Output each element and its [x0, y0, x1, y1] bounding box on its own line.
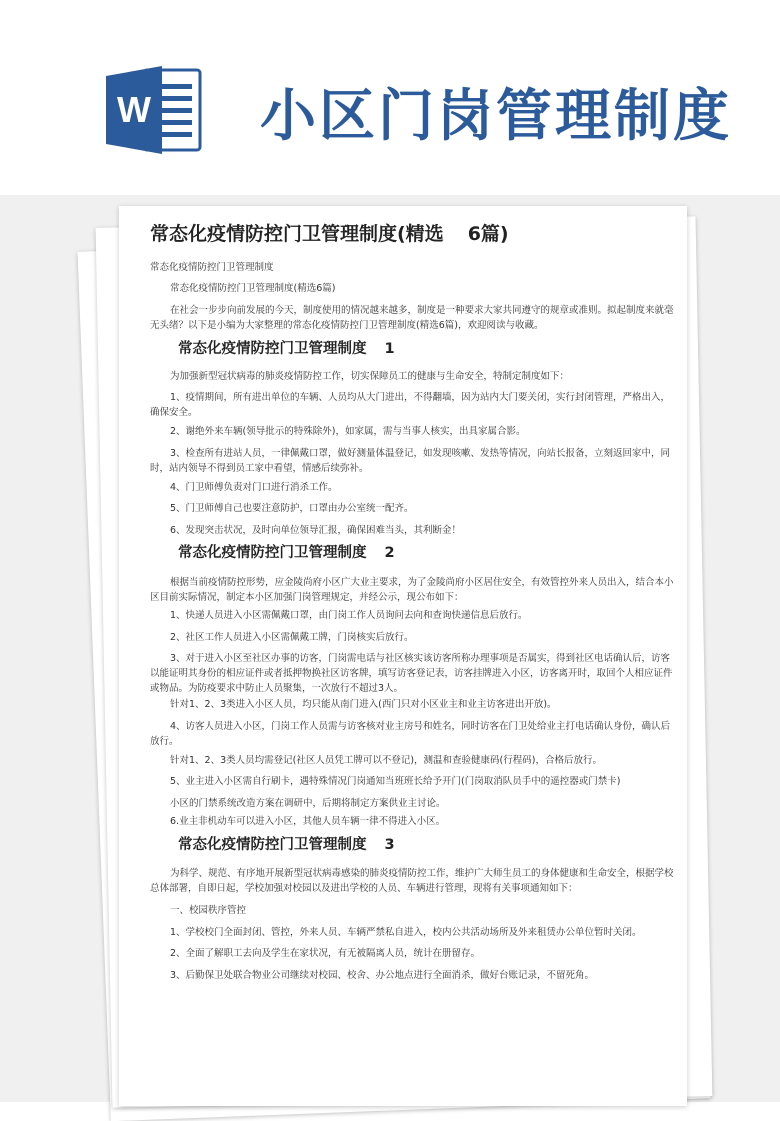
s2-item-6: 6.业主非机动车可以进入小区，其他人员车辆一律不得进入小区。 — [170, 816, 446, 827]
s3-item-1: 1、学校校门全面封闭、管控，外来人员、车辆严禁私自进入，校内公共活动场所及外来租赁办公单位暂时关闭。 — [170, 927, 642, 938]
s2-note: 针对1、2、3类人员均需登记(社区人员凭工牌可以不登记)，测温和查验健康码(行程码)，合格后放行。 — [170, 755, 602, 766]
intro-line-2: 常态化疫情防控门卫管理制度(精选6篇) — [170, 283, 336, 294]
s2-item-3-cont: 以能证明其身份的相应证件或者抵押物换社区访客牌，填写访客登记表，访客挂牌进入小区，访客离开时，取回个人相应证件 — [150, 668, 673, 679]
intro-paragraph-cont: 无头绪？以下是小编为大家整理的常态化疫情防控门卫管理制度(精选6篇)，欢迎阅读与收藏。 — [150, 320, 544, 331]
section-heading-1 — [178, 337, 395, 358]
banner-title: 小区门岗管理制度 — [260, 84, 732, 149]
section-heading-text: 常态化疫情防控门卫管理制度 — [178, 341, 367, 357]
s2-item-2: 2、社区工作人员进入小区需佩戴工牌，门岗核实后放行。 — [170, 632, 414, 643]
document-title-count: 6篇) — [467, 223, 509, 245]
section-heading-3 — [178, 833, 395, 854]
svg-text:W: W — [117, 89, 151, 130]
s3-item-3: 3、后勤保卫处联合物业公司继续对校园、校舍、办公地点进行全面消杀，做好台账记录，不留死角。 — [170, 970, 595, 981]
s2-item-4-cont: 放行。 — [150, 736, 179, 747]
intro-paragraph: 在社会一步步向前发展的今天，制度使用的情况越来越多，制度是一种要求大家共同遵守的规章或准则。拟起制度来就毫 — [170, 305, 674, 316]
section-number: 2 — [384, 545, 395, 561]
s2-item-5-note: 小区的门禁系统改造方案在调研中，后期将制定方案供业主讨论。 — [170, 798, 446, 809]
s2-item-3: 3、对于进入小区至社区办事的访客，门岗需电话与社区核实该访客所称办理事项是否属实，得到社区电话确认后，访客 — [170, 653, 671, 664]
s2-item-3-cont-2: 或物品。为防疫要求中防止人员聚集，一次放行不超过3人。 — [150, 683, 404, 694]
document-title — [150, 219, 509, 246]
section-number: 1 — [384, 341, 395, 357]
s3-subheading: 一、校园秩序管控 — [170, 905, 247, 916]
section-heading-text: 常态化疫情防控门卫管理制度 — [178, 545, 367, 561]
s1-item-4: 4、门卫师傅负责对门口进行消杀工作。 — [170, 482, 338, 493]
s2-intro: 根据当前疫情防控形势，应金陵尚府小区广大业主要求，为了金陵尚府小区居住安全，有效管控外来人员出入，结合本小 — [170, 577, 674, 588]
section-heading-2 — [178, 541, 395, 562]
s1-intro: 为加强新型冠状病毒的肺炎疫情防控工作，切实保障员工的健康与生命安全，特制定制度如下： — [170, 371, 570, 382]
section-heading-text: 常态化疫情防控门卫管理制度 — [178, 837, 367, 853]
s1-item-3-cont: 时，站内领导不得到员工家中看望，情感后续弥补。 — [150, 463, 369, 474]
s3-intro: 为科学、规范、有序地开展新型冠状病毒感染的肺炎疫情防控工作，维护广大师生员工的身体健康和生命安全，根据学校 — [170, 868, 674, 879]
s2-item-4: 4、访客人员进入小区，门岗工作人员需与访客核对业主房号和姓名，同时访客在门卫处给业主打电话确认身份，确认后 — [170, 721, 671, 732]
s1-item-6: 6、发现突击状况，及时向单位领导汇报，确保困难当头，其利断金！ — [170, 525, 462, 536]
section-number: 3 — [384, 837, 395, 853]
header-banner — [0, 0, 780, 195]
s1-item-3: 3、检查所有进站人员，一律佩戴口罩，做好测量体温登记，如发现咳嗽、发热等情况，向站长报备，立刻返回家中，同 — [170, 448, 671, 459]
s1-item-2: 2、谢绝外来车辆(领导批示的特殊除外)，如家属，需与当事人核实，出具家属合影。 — [170, 426, 526, 437]
intro-line-1: 常态化疫情防控门卫管理制度 — [150, 262, 274, 273]
s1-item-5: 5、门卫师傅自己也要注意防护，口罩由办公室统一配齐。 — [170, 503, 414, 514]
s2-item-1: 1、快递人员进入小区需佩戴口罩，由门岗工作人员询问去向和查询快递信息后放行。 — [170, 610, 528, 621]
document-title-text: 常态化疫情防控门卫管理制度(精选 — [150, 223, 444, 245]
s1-item-1-cont: 确保安全。 — [150, 407, 198, 418]
s2-item-3-note: 针对1、2、3类进入小区人员，均只能从南门进入(西门只对小区业主和业主访客进出开放)。 — [170, 699, 557, 710]
s3-item-2: 2、全面了解职工去向及学生在家状况，有无被隔离人员，统计在册留存。 — [170, 948, 481, 959]
s2-item-5: 5、业主进入小区需自行刷卡，遇特殊情况门岗通知当班班长给予开门(门岗取消队员手中的遥控器或门禁卡) — [170, 776, 621, 787]
s2-intro-cont: 区目前实际情况，制定本小区加强门岗管理规定，并经公示，现公布如下： — [150, 592, 464, 603]
word-document-icon — [106, 64, 204, 156]
s1-item-1: 1、疫情期间，所有进出单位的车辆、人员均从大门进出，不得翻墙，因为站内大门要关闭，实行封闭管理，严格出入， — [170, 392, 671, 403]
s3-intro-cont: 总体部署，自即日起，学校加强对校园以及进出学校的人员、车辆进行管理，现将有关事项通知如下： — [150, 883, 578, 894]
